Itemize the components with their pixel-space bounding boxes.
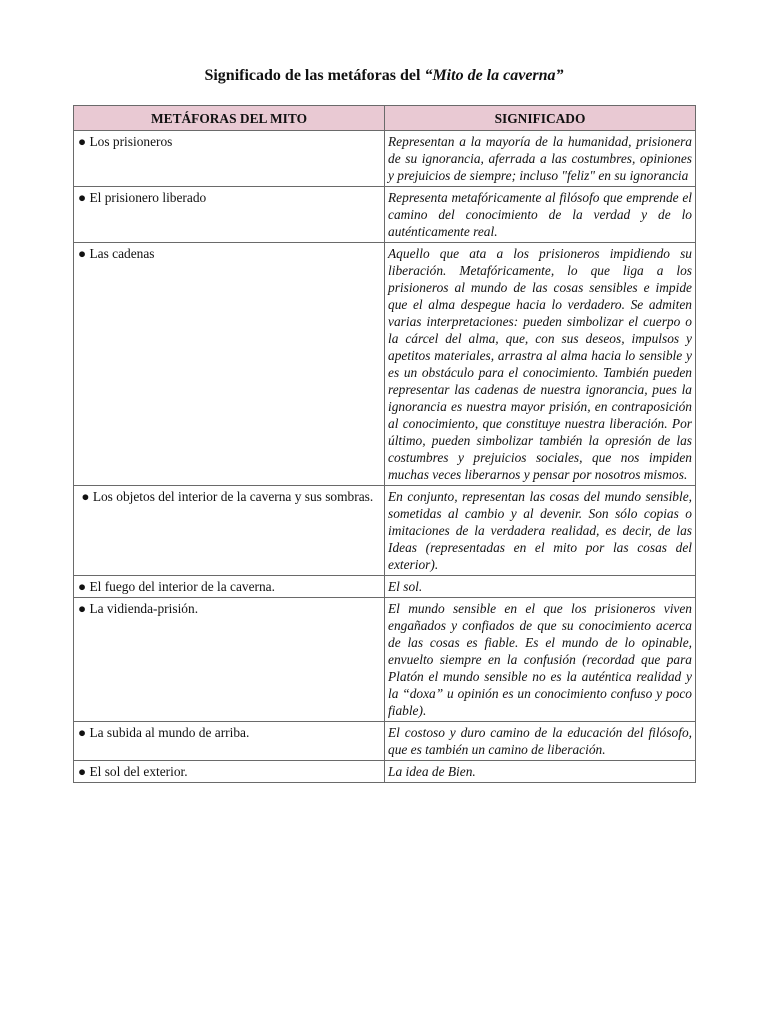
metafora-text: El sol del exterior. [89,764,188,779]
metafora-cell [74,187,385,243]
bullet-icon: ● [78,246,87,261]
significado-cell: El mundo sensible en el que los prisioneros viven engañados y confiados de que su conocimiento acerca de las cosas es fiable. Es el mundo de lo opinable, envuelto siempre en la confusión (recordad que para Platón el mundo sensible no es la auténtica realidad y la “doxa” u opinión es un conocimiento confuso y poco fiable). [385,598,696,722]
significado-cell: En conjunto, representan las cosas del mundo sensible, sometidas al cambio y al devenir. Son sólo copias o imitaciones de la verdadera realidad, es decir, de las Ideas (representadas en el mito por las cosas del exterior). [385,486,696,576]
metafora-text: Los prisioneros [89,134,173,149]
metafora-cell [74,486,385,576]
table-row [74,486,696,576]
table-row [74,576,696,598]
header-metaforas: METÁFORAS DEL MITO [74,106,385,131]
metafora-text: Los objetos del interior de la caverna y sus sombras. [92,489,374,504]
title-emphasis: “Mito de la caverna” [424,67,564,84]
bullet-icon: ● [78,134,87,149]
metaphors-table [73,105,696,783]
bullet-icon: ● [81,489,90,504]
table-row [74,187,696,243]
metafora-text: La vidienda-prisión. [89,601,199,616]
table-row [74,722,696,761]
bullet-icon: ● [78,190,87,205]
metafora-text: La subida al mundo de arriba. [89,725,250,740]
significado-cell: El sol. [385,576,696,598]
bullet-icon: ● [78,601,87,616]
title-text: Significado de las metáforas del [204,67,425,84]
metafora-text: Las cadenas [89,246,155,261]
significado-cell: Representan a la mayoría de la humanidad, prisionera de su ignorancia, aferrada a las costumbres, opiniones y prejuicios de siempre; incluso "feliz" en su ignorancia [385,131,696,187]
metafora-cell [74,722,385,761]
bullet-icon: ● [78,725,87,740]
metafora-cell [74,131,385,187]
table-row [74,131,696,187]
metafora-cell [74,598,385,722]
metafora-cell [74,576,385,598]
metafora-text: El fuego del interior de la caverna. [89,579,275,594]
metafora-cell [74,243,385,486]
header-significado: SIGNIFICADO [385,106,696,131]
metafora-cell [74,761,385,783]
significado-cell: El costoso y duro camino de la educación del filósofo, que es también un camino de liberación. [385,722,696,761]
significado-cell: Representa metafóricamente al filósofo que emprende el camino del conocimiento de la verdad y de lo auténticamente real. [385,187,696,243]
bullet-icon: ● [78,579,87,594]
table-header-row [74,106,696,131]
page-title [0,67,768,85]
bullet-icon: ● [78,764,87,779]
significado-cell: La idea de Bien. [385,761,696,783]
table-row [74,761,696,783]
significado-cell: Aquello que ata a los prisioneros impidiendo su liberación. Metafóricamente, lo que liga a los prisioneros al mundo de las cosas sensibles e impide que el alma despegue hacia lo verdadero. Se admiten varias interpretaciones: pueden simbolizar el cuerpo o la cárcel del alma, que, con sus deseos, impulsos y apetitos materiales, arrastra al alma hacia lo sensible y es un obstáculo para el conocimiento. También pueden representar las cadenas de nuestra ignorancia, pues la ignorancia es nuestra mayor prisión, en contraposición al conocimiento, que constituye nuestra liberación. Por último, pueden simbolizar también la opresión de las costumbres y prejuicios sociales, que nos impiden muchas veces liberarnos y pensar por nosotros mismos. [385,243,696,486]
table-row [74,598,696,722]
table-row [74,243,696,486]
metafora-text: El prisionero liberado [89,190,207,205]
